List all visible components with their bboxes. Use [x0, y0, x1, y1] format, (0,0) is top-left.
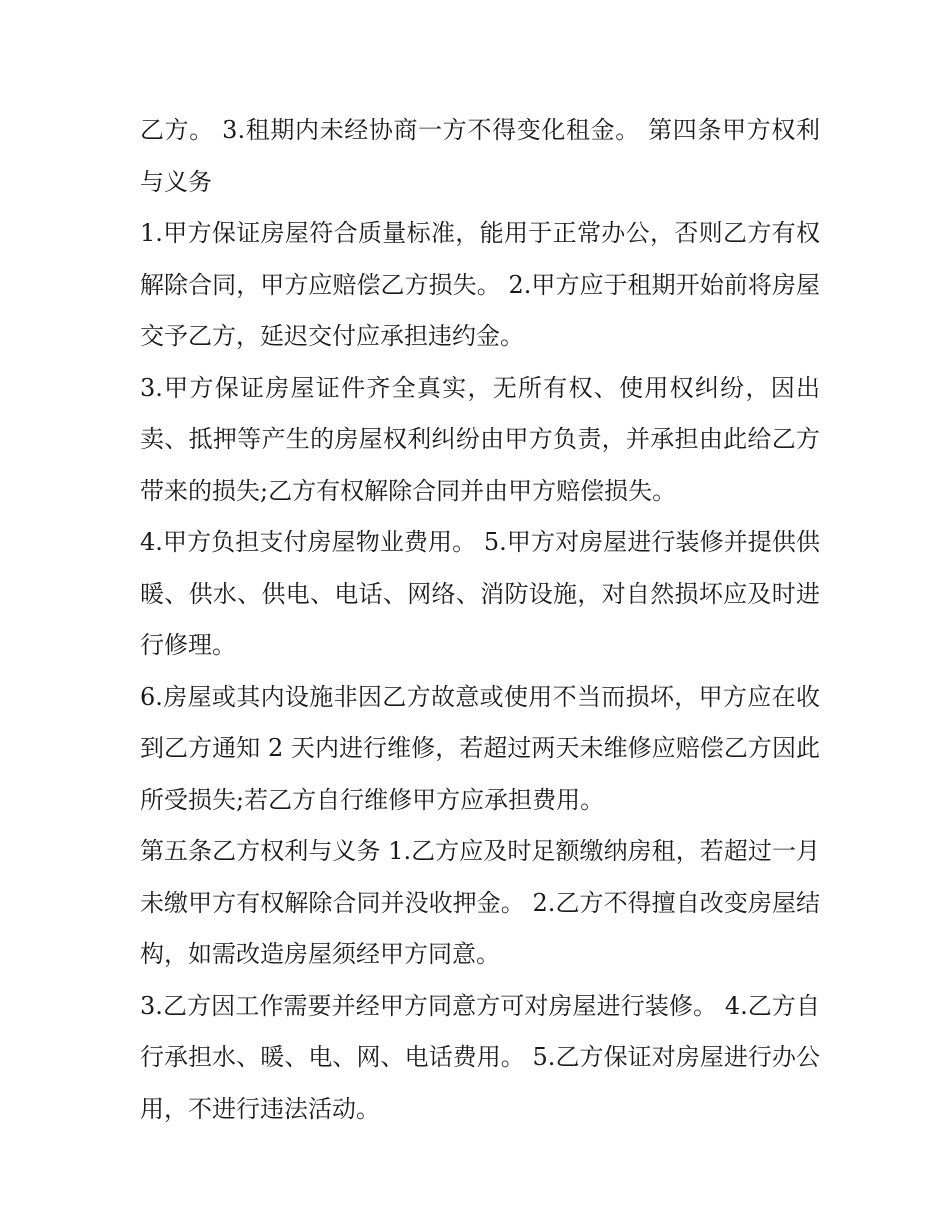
- paragraph-party-b-obligation-1-2: 第五条乙方权利与义务 1.乙方应及时足额缴纳房租，若超过一月未缴甲方有权解除合同并没收押金。 2.乙方不得擅自改变房屋结构，如需改造房屋须经甲方同意。: [140, 837, 820, 968]
- paragraph-party-a-obligation-4-5: 4.甲方负担支付房屋物业费用。 5.甲方对房屋进行装修并提供供暖、供水、供电、电话、网络、消防设施，对自然损坏应及时进行修理。: [140, 528, 820, 659]
- paragraph-party-a-obligation-6: 6.房屋或其内设施非因乙方故意或使用不当而损坏，甲方应在收到乙方通知 2 天内进行维修，若超过两天未维修应赔偿乙方因此所受损失;若乙方自行维修甲方应承担费用。: [140, 682, 820, 814]
- paragraph-party-b-obligation-3-5: 3.乙方因工作需要并经甲方同意方可对房屋进行装修。 4.乙方自行承担水、暖、电、网、电话费用。 5.乙方保证对房屋进行办公用，不进行违法活动。: [140, 991, 820, 1123]
- paragraph-party-a-obligation-1-2: 1.甲方保证房屋符合质量标准，能用于正常办公，否则乙方有权解除合同，甲方应赔偿乙方损失。 2.甲方应于租期开始前将房屋交予乙方，延迟交付应承担违约金。: [140, 219, 820, 350]
- paragraph-party-a-obligation-3: 3.甲方保证房屋证件齐全真实，无所有权、使用权纠纷，因出卖、抵押等产生的房屋权利纠纷由甲方负责，并承担由此给乙方带来的损失;乙方有权解除合同并由甲方赔偿损失。: [140, 373, 820, 505]
- paragraph-rent-terms: 乙方。 3.租期内未经协商一方不得变化租金。 第四条甲方权利与义务: [140, 116, 820, 196]
- document-body: [140, 105, 820, 1135]
